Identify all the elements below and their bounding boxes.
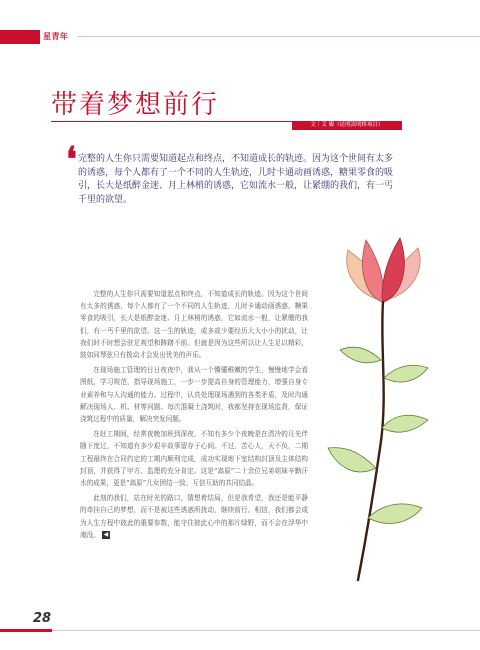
body-paragraph-2: 在现场施工管理的日日夜夜中，我从一个懵懂稚嫩的学生，慢慢地学会看图纸，学习规范，指导现场施工，一步一步提高自身的管理能力，增强自身专业素养和与人沟通的能力。过程中，认真处理现场遇到的各类矛盾，及时沟通解决现场人、机、材等问题。每次混凝土浇筑时，我都坚持在现场监督，保证浇筑过程中的质量，解决突发问题。: [80, 366, 308, 424]
quote-mark-icon: ❛: [66, 140, 77, 180]
section-header: [0, 30, 480, 44]
footer-accent: [0, 629, 52, 632]
article-lead: 完整的人生你只需要知道起点和终点，不知道成长的轨迹。因为这个世间有太多的诱惑，每个人都有了一个不同的人生轨迹，儿时卡通动画诱惑，糖果零食的吸引，长大是纸醉金迷、月上林梢的诱惑，它如流水一般，让紧绷的我们，有一丐千里的欲望。: [78, 154, 394, 205]
footer-rule: [0, 630, 480, 631]
body-paragraph-3: 在赶工期间，经常夜晚加班到深夜，不知有多少个夜晚是在清冷的月光伴随下度过，不知道有多少艰辛故事留存于心间。不过，苦心人，天不负，二期工程最终在合同约定的工期内顺利完成，成功实现地下室结构封顶及主体结构封顶，并获得了甲方、监理的充分肯定。这是“嵩原”二十余位兄弟姐妹辛勤汗水的成果，更是“嵩原”儿女团结一致、互信互助的共同结晶。: [80, 430, 308, 488]
article-body: [80, 288, 308, 544]
flower-leaf-lower-right: [368, 504, 422, 524]
end-mark-icon: ◀: [103, 530, 109, 538]
section-label: 星青年: [43, 32, 69, 41]
flower-stem: [358, 302, 384, 580]
article-title: 带着梦想前行: [51, 90, 220, 120]
flower-leaf-middle-right: [382, 415, 428, 432]
section-header-accent: [0, 30, 40, 44]
flower-leaf-lower-left: [328, 448, 376, 472]
flower-illustration-icon: [318, 228, 448, 588]
flower-leaf-upper-right: [384, 365, 428, 382]
body-paragraph-1: 完整的人生你只需要知道起点和终点，不知道成长的轨迹。因为这个世间有太多的诱惑，每个人都有了一个不同的人生轨迹，儿时卡通动画诱惑，糖果零食的吸引，长大是纸醉金迷、月上林梢的诱惑，它如流水一般，让紧绷的我们，有一丐千里的欲望。这一生的轨迹，或多或少要经历大大小小的扰动，让我们时不时想会驻足观望和踌躇不前。但就是因为这些所以让人生足以精彩，鼓如同琴弦只有拨动才会发出优美的声乐。: [80, 290, 308, 360]
body-paragraph-4: [80, 492, 308, 541]
page-number: 28: [33, 611, 52, 626]
body-paragraph-4-text: 此刻的我们，站在时光的路口，猜想着结局，但是我希望，我还是能平静的牵挂自己的梦想，而不是被这些诱惑所扰动，继续前行。相信，我们都会成为人生方程中彼此的重要参数，能守住彼此心中的那片绿野，而不会在浮华中淹没。: [80, 494, 308, 539]
flower-leaf-upper-left: [340, 347, 381, 363]
author-byline: 文｜艾 嫄（昆明嵩明桥项目）: [292, 121, 402, 130]
section-header-rule: [78, 36, 480, 37]
